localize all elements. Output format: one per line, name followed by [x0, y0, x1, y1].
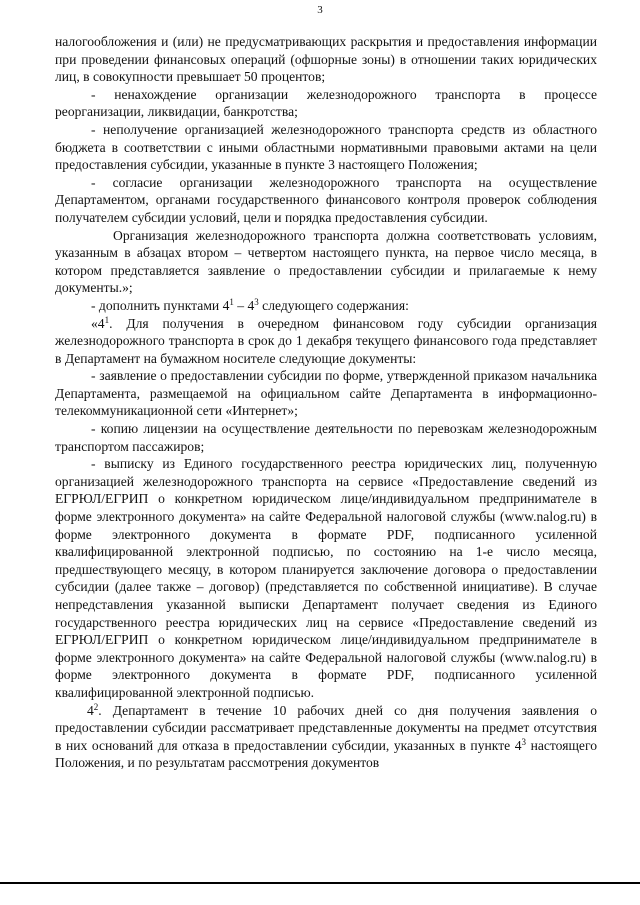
paragraph-application-form: - заявление о предоставлении субсидии по форме, утвержденной приказом начальника Департамента, размещаемой на официальном сайте Департамента в информационно-телекоммуникационной сети «Интернет»; [55, 368, 597, 419]
paragraph-offshore-condition: налогообложения и (или) не предусматривающих раскрытия и предоставления информации при проведении финансовых операций (офшорные зоны) в отношении таких юридических лиц, в совокупности превышает 50 процентов; [55, 34, 597, 85]
document-body [55, 33, 597, 772]
paragraph-clause-4-1: «$4^1$. Для получения в очередном финансовом году субсидии организация железнодорожного транспорта в срок до 1 декабря текущего финансового года представляет в Департамент на бумажном носителе следующие документы: [55, 314, 597, 366]
paragraph-license-copy: - копию лицензии на осуществление деятельности по перевозкам железнодорожным транспортом пассажиров; [55, 421, 597, 454]
paragraph-egrul-extract: - выписку из Единого государственного реестра юридических лиц, полученную организацией железнодорожного транспорта на сервисе «Предоставление сведений из ЕГРЮЛ/ЕГРИП о конкретном юридическом лице/индивидуальном предпринимателе в форме электронного документа» на сайте Федеральной налоговой службы (www.nalog.ru) в форме электронного документа в формате PDF, подписанного усиленной квалифицированной электронной подписью, по состоянию на 1-е число месяца, предшествующего месяцу, в котором планируется заключение договора о предоставлении субсидии (далее также – договор) (представляется по собственной инициативе). В случае непредставления указанной выписки Департамент получает сведения из Единого государственного реестра юридических лиц на сервисе «Предоставление сведений из ЕГРЮЛ/ЕГРИП о конкретном юридическом лице/индивидуальном предпринимателе в форме электронного документа» на сайте Федеральной налоговой службы (www.nalog.ru) в форме электронного документа в формате PDF, подписанного усиленной квалифицированной электронной подписью. [55, 456, 597, 700]
paragraph-amendment-intro: - дополнить пунктами $4^1 - 4^3$ следующего содержания: [91, 296, 409, 313]
paragraph-no-other-funds: - неполучение организацией железнодорожного транспорта средств из областного бюджета в соответствии с иными областными нормативными правовыми актами на цели предоставления субсидии, указанные в пункте 3 настоящего Положения; [55, 121, 597, 173]
paragraph-clause-4-2: $4^2$. Департамент в течение 10 рабочих дней со дня получения заявления о предоставлении субсидии рассматривает представленные документы на предмет отсутствия в них оснований для отказа в предоставлении субсидии, указанных в пункте $4^3$ настоящего Положения, и по результатам рассмотрения документов [55, 701, 598, 771]
page-number: 3 [317, 4, 323, 16]
paragraph-no-reorganization: - ненахождение организации железнодорожного транспорта в процессе реорганизации, ликвидации, банкротства; [55, 86, 597, 120]
paragraph-consent-to-checks: - согласие организации железнодорожного транспорта на осуществление Департаментом, органами государственного финансового контроля проверок соблюдения получателем субсидии условий, цели и порядка предоставления субсидии. [55, 174, 597, 225]
paragraph-organization-requirements: Организация железнодорожного транспорта должна соответствовать условиям, указанным в абзацах втором – четвертом настоящего пункта, на первое число месяца, в котором представляется заявление о предоставлении субсидии и прилагаемые к нему документы.»; [55, 227, 597, 296]
bottom-scan-line [0, 882, 640, 884]
